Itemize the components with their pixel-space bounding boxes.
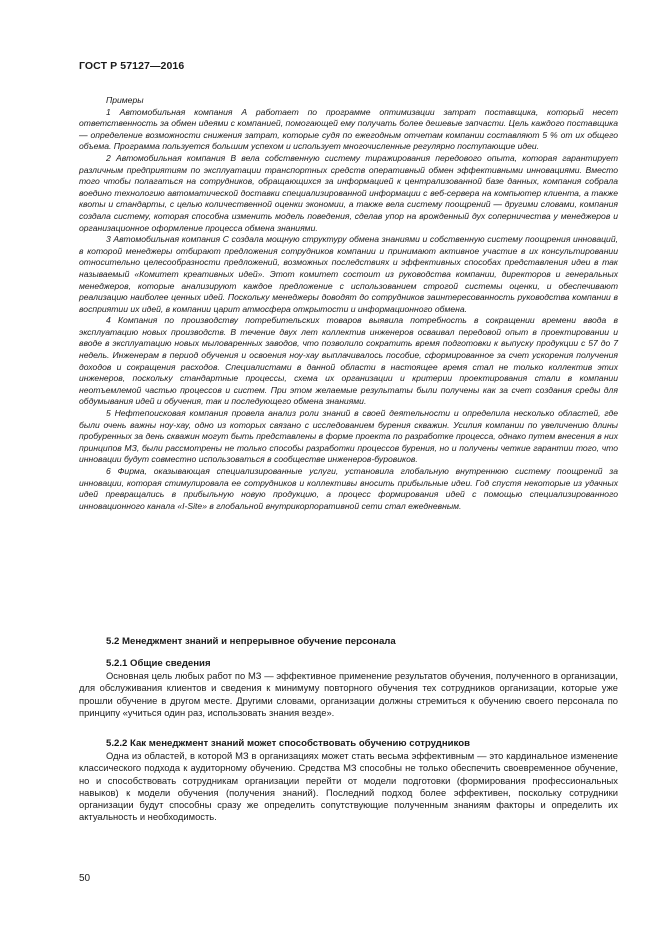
section-5-2-2-heading: 5.2.2 Как менеджмент знаний может способствовать обучению сотрудников: [106, 738, 470, 749]
example-item-6: 6 Фирма, оказывающая специализированные услуги, установила глобальную внутреннюю систему поощрений за инновации, которая стимулировала ее сотрудников и коллективы вносить прибыльные идеи. Год спустя некоторые из удачных идей превращались в прибыльную новую продукцию, а процесс формирования идей с помощью специализированного инновационного канала «I-Site» в глобальной внутрикорпоративной сети стал ежедневным.: [79, 466, 618, 511]
section-5-2-1: [79, 657, 618, 719]
examples-title: Примеры: [106, 95, 144, 105]
examples-block: [79, 95, 618, 512]
standard-header: ГОСТ Р 57127—2016: [79, 60, 185, 72]
section-5-2-2: [79, 737, 618, 824]
page-number: 50: [79, 873, 91, 884]
section-5-2-1-text: Основная цель любых работ по МЗ — эффективное применение результатов обучения, полученного в организации, для обслуживания клиентов и сведения к минимуму повторного обучения тех сотрудников организации, которые уже прошли обучение в другом месте. Другими словами, организации должны стремиться к обучению своего персонала по принципу «учиться один раз, использовать знания везде».: [79, 670, 618, 718]
examples-list: [79, 107, 618, 513]
example-item-5: 5 Нефтепоисковая компания провела анализ роли знаний в своей деятельности и определила несколько областей, где были очень важны ноу-хау, одно из которых связано с исследованием бурения скважин. Усилия компании по увеличению длины пробуренных за день скважин могут быть представлены в форме проекта по разработке процесса, однако путем внесения в них принципов МЗ, были рассмотрены не только способы разработки процессов бурения, но и получены четкие гарантии того, что инновации будут совместно использоваться в сообществе инженеров-буровиков.: [79, 408, 618, 465]
example-item-2: 2 Автомобильная компания В вела собственную систему тиражирования передового опыта, которая гарантирует различным предприятиям по эксплуатации транспортных средств оперативный обмен эффективными инновациями. Вместо того чтобы полагаться на сотрудников, обращающихся за информацией к централизованной базе данных, компания собрала воедино технологию автоматической доставки специализированной информации с веб-сервера на компьютер клиента, а также квоты и стандарты, с целью количественной оценки экономии, а также вела систему поощрений — другими словами, компания создала систему, которая способна изменить модель поведения, сделав упор на врожденный дух соперничества у менеджеров и организационное оформление процесса обмена знаниями.: [79, 152, 618, 233]
section-5-2-heading: 5.2 Менеджмент знаний и непрерывное обучение персонала: [106, 636, 396, 647]
example-item-1: 1 Автомобильная компания А работает по программе оптимизации затрат поставщика, который несет ответственность за обмен идеями с компанией, помогающей ему получать более дешевые запчасти. Цель каждого поставщика — определение возможности снижения затрат, которые судя по ежегодным отчетам компании составляют 5 % от их общего объема. Программа пользуется большим успехом и использует многочисленные регулярно поступающие идеи.: [79, 106, 618, 152]
section-5-2-2-text: Одна из областей, в которой МЗ в организациях может стать весьма эффективным — это кардинальное изменение классического подхода к аудиторному обучению. Средства МЗ способны не только обеспечить своевременное обучение, но и способствовать сотрудникам организации перейти от модели подготовки (формирования профессиональных навыков) к модели обучения (получения знаний). Последний подход более эффективен, поскольку сотрудники организации будут способны сразу же определить сопутствующие полученным знаниям факторы и определить их актуальность и необходимость.: [79, 750, 618, 823]
section-5-2: [79, 635, 618, 648]
example-item-4: 4 Компания по производству потребительских товаров выявила потребность в сокращении времени ввода в эксплуатацию новых производств. В течение двух лет коллектив инженеров осваивал передовой опыт в проектировании и вводе в эксплуатацию новых мыловаренных заводов, что позволило сократить время подготовки к выпуску продукции с 57 до 7 недель. Инженерам в период обучения и освоения ноу-хау выплачивалось пособие, сформированное за счет ускорения получения доходов и сокращения расходов. Специалистами в данной области в настоящее время стал не только коллектив этих инженеров, поскольку стандартные процессы, схема их организации и критерии проектирования стали в компании неотъемлемой частью процессов и систем. При этом желаемые результаты были получены как за счет создания среды для обдумывания идей и обучения, так и последующего обмена знаниями.: [79, 315, 618, 407]
section-5-2-1-heading: 5.2.1 Общие сведения: [106, 658, 211, 669]
example-item-3: 3 Автомобильная компания С создала мощную структуру обмена знаниями и собственную систему поощрения инноваций, в которой менеджеры отбирают предложения сотрудников компании и принимают активное участие в их консультировании относительно целесообразности предложений, возможных последствиях и эффективных способах представления идеи в так называемый «Комитет креативных идей». Этот комитет состоит из руководства компании, директоров и генеральных менеджеров, которые анализируют каждое предложение с использованием строгой системы оценки, и обеспечивают реализацию наиболее ценных идей. Поскольку менеджеры доводят до сотрудников заинтересованность руководства компании в восприятии их идей, в компании царит атмосфера открытости и информационного обмена.: [79, 234, 618, 314]
